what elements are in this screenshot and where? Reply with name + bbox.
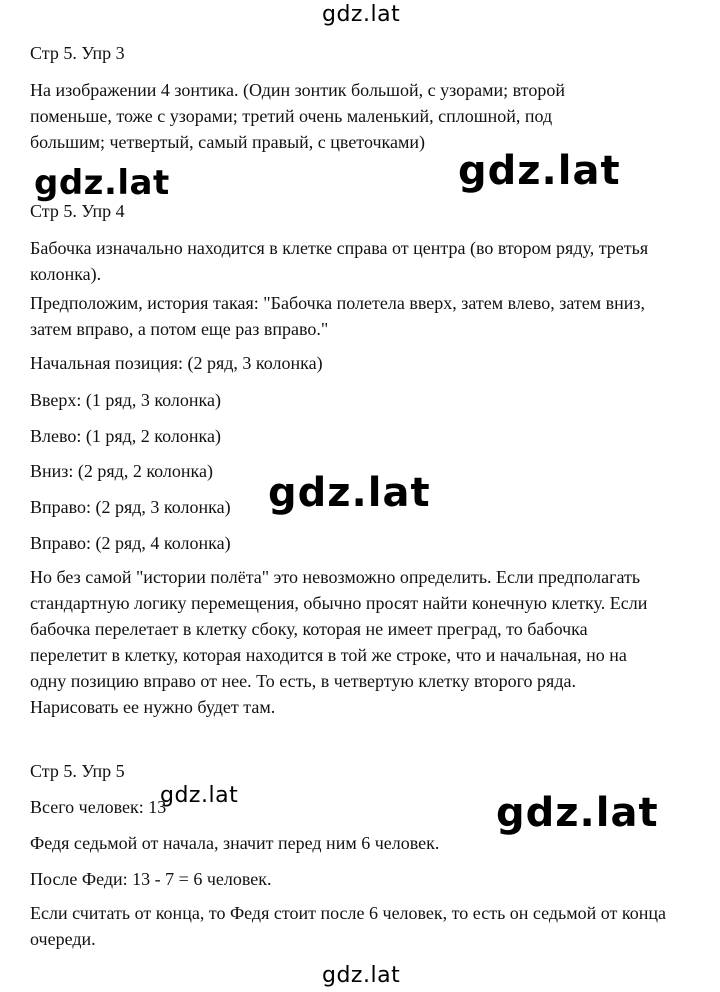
watermark-center: gdz.lat bbox=[268, 470, 431, 516]
section-paragraph: Вниз: (2 ряд, 2 колонка) bbox=[30, 461, 213, 481]
section-paragraph: Всего человек: 13 bbox=[30, 797, 167, 817]
section-paragraph: Вверх: (1 ряд, 3 колонка) bbox=[30, 390, 221, 410]
watermark-small-mid: gdz.lat bbox=[160, 783, 239, 808]
section-heading: Стр 5. Упр 3 bbox=[30, 43, 125, 63]
section-paragraph: Федя седьмой от начала, значит перед ним 6 человек. bbox=[30, 833, 440, 853]
section-paragraph: Бабочка изначально находится в клетке справа от центра (во втором ряду, третья колонка). bbox=[30, 238, 649, 284]
section-paragraph: Вправо: (2 ряд, 3 колонка) bbox=[30, 497, 231, 517]
section-paragraph: Предположим, история такая: "Бабочка полетела вверх, затем влево, затем вниз, затем вправо, а потом еще раз вправо." bbox=[30, 293, 645, 339]
section-paragraph: После Феди: 13 - 7 = 6 человек. bbox=[30, 869, 272, 889]
section-heading: Стр 5. Упр 4 bbox=[30, 201, 125, 221]
watermark-bottom: gdz.lat bbox=[322, 963, 401, 988]
watermark-left: gdz.lat bbox=[34, 163, 170, 203]
section-paragraph: Влево: (1 ряд, 2 колонка) bbox=[30, 426, 221, 446]
watermark-top: gdz.lat bbox=[322, 2, 401, 27]
section-paragraph: Начальная позиция: (2 ряд, 3 колонка) bbox=[30, 353, 323, 373]
section-paragraph: На изображении 4 зонтика. (Один зонтик большой, с узорами; второй поменьше, тоже с узорами; третий очень маленький, сплошной, под большим; четвертый, самый правый, с цветочками) bbox=[30, 80, 565, 152]
section-heading: Стр 5. Упр 5 bbox=[30, 761, 125, 781]
section-paragraph: Вправо: (2 ряд, 4 колонка) bbox=[30, 533, 231, 553]
section-paragraph: Если считать от конца, то Федя стоит после 6 человек, то есть он седьмой от конца очереди. bbox=[30, 903, 666, 949]
section-paragraph: Но без самой "истории полёта" это невозможно определить. Если предполагать стандартную логику перемещения, обычно просят найти конечную клетку. Если бабочка перелетает в клетку сбоку, которая не имеет преград, то бабочка перелетит в клетку, которая находится в той же строке, что и начальная, но на одну позицию вправо от нее. То есть, в четвертую клетку второго ряда. Нарисовать ее нужно будет там. bbox=[30, 567, 648, 717]
watermark-bottom-right: gdz.lat bbox=[496, 790, 659, 836]
watermark-right: gdz.lat bbox=[458, 148, 621, 194]
